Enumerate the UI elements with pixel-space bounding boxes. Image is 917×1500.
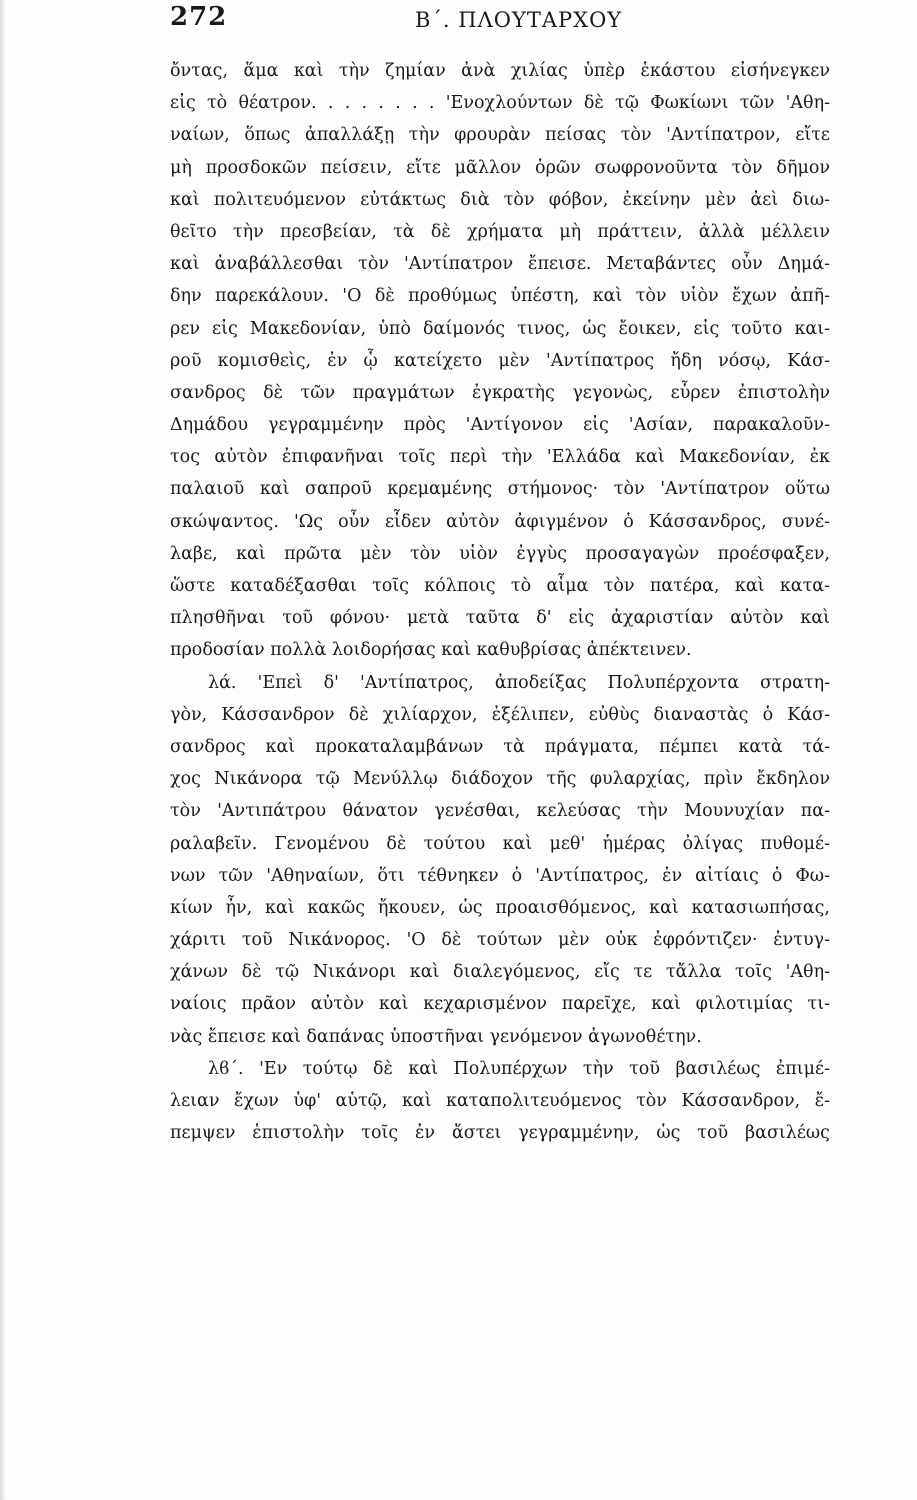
text-line: εἰς τὸ θέατρον. . . . . . . . 'Ενοχλούντων δὲ τῷ Φωκίωνι τῶν 'Αθη-	[170, 93, 830, 114]
text-line: χάνων δὲ τῷ Νικάνορι καὶ διαλεγόμενος, εἴς τε τἄλλα τοῖς 'Αθη-	[170, 962, 830, 983]
section-31-start-line: λά. 'Επεὶ δ' 'Αντίπατρος, ἀποδείξας Πολυπέρχοντα στρατη-	[208, 672, 830, 693]
page-edge-shadow	[0, 0, 6, 1500]
section-32-start-line: λϐ΄. 'Εν τούτῳ δὲ καὶ Πολυπέρχων τὴν τοῦ βασιλέως ἐπιμέ-	[208, 1058, 830, 1079]
text-line: σανδρος δὲ τῶν πραγμάτων ἐγκρατὴς γεγονὼς, εὗρεν ἐπιστολὴν	[170, 382, 830, 403]
text-line: σανδρος καὶ προκαταλαμβάνων τὰ πράγματα, πέμπει κατὰ τά-	[170, 736, 830, 757]
text-line: καὶ πολιτευόμενον εὐτάκτως διὰ τὸν φόβον, ἐκείνην μὲν ἀεὶ διω-	[170, 189, 830, 210]
page-number: 272	[170, 2, 228, 32]
text-line: μὴ προσδοκῶν πείσειν, εἴτε μᾶλλον ὁρῶν σωφρονοῦντα τὸν δῆμον	[170, 157, 830, 178]
text-line: παλαιοῦ καὶ σαπροῦ κρεμαμένης στήμονος· τὸν 'Αντίπατρον οὕτω	[170, 479, 830, 500]
text-line: λαβε, καὶ πρῶτα μὲν τὸν υἱὸν ἐγγὺς προσαγαγὼν προέσφαξεν,	[170, 543, 830, 564]
text-line: χος Νικάνορα τῷ Μενύλλῳ διάδοχον τῆς φυλαρχίας, πρὶν ἔκδηλον	[170, 769, 830, 790]
text-line: ρεν εἰς Μακεδονίαν, ὑπὸ δαίμονός τινος, ὡς ἔοικεν, εἰς τοῦτο και-	[170, 318, 830, 339]
text-line: πλησθῆναι τοῦ φόνου· μετὰ ταῦτα δ' εἰς ἀχαριστίαν αὐτὸν καὶ	[170, 608, 830, 629]
text-line: λειαν ἔχων ὑφ' αὑτῷ, καὶ καταπολιτευόμενος τὸν Κάσσανδρον, ἔ-	[170, 1091, 830, 1111]
text-line: νων τῶν 'Αθηναίων, ὅτι τέθνηκεν ὁ 'Αντίπατρος, ἐν αἰτίαις ὁ Φω-	[170, 865, 830, 886]
text-line: χάριτι τοῦ Νικάνορος. 'Ο δὲ τούτων μὲν οὐκ ἐφρόντιζεν· ἐντυγ-	[170, 930, 830, 951]
text-line: δην παρεκάλουν. 'Ο δὲ προθύμως ὑπέστη, καὶ τὸν υἱὸν ἔχων ἀπῆ-	[170, 286, 830, 307]
text-line: ραλαβεῖν. Γενομένου δὲ τούτου καὶ μεθ' ἡμέρας ὀλίγας πυθομέ-	[170, 833, 830, 854]
text-line: ναίοις πρᾶον αὐτὸν καὶ κεχαρισμένον παρεῖχε, καὶ φιλοτιμίας τι-	[170, 994, 830, 1015]
text-line: καὶ ἀναβάλλεσθαι τὸν 'Αντίπατρον ἔπεισε. Μεταβάντες οὖν Δημά-	[170, 254, 830, 275]
text-line: τος αὐτὸν ἐπιφανῆναι τοῖς περὶ τὴν 'Ελλάδα καὶ Μακεδονίαν, ἐκ	[170, 447, 830, 468]
running-head: Β΄. ΠΛΟΥΤΑΡΧΟΥ	[415, 8, 623, 32]
text-line: ὄντας, ἅμα καὶ τὴν ζημίαν ἀνὰ χιλίας ὑπὲρ ἑκάστου εἰσήνεγκεν	[170, 61, 830, 81]
paragraph-end-line: νὰς ἔπεισε καὶ δαπάνας ὑποστῆναι γενόμενον ἀγωνοθέτην.	[170, 1026, 702, 1047]
body-text	[170, 55, 830, 1149]
text-line: κίων ἦν, καὶ κακῶς ἤκουεν, ὡς προαισθόμενος, καὶ κατασιωπήσας,	[170, 897, 830, 918]
text-line: Δημάδου γεγραμμένην πρὸς 'Αντίγονον εἰς 'Ασίαν, παρακαλοῦν-	[170, 415, 830, 436]
text-line: γὸν, Κάσσανδρον δὲ χιλίαρχον, ἐξέλιπεν, εὐθὺς διαναστὰς ὁ Κάσ-	[170, 704, 830, 725]
text-line: ναίων, ὅπως ἀπαλλάξῃ τὴν φρουρὰν πείσας τὸν 'Αντίπατρον, εἴτε	[170, 125, 830, 146]
text-line: πεμψεν ἐπιστολὴν τοῖς ἐν ἄστει γεγραμμένην, ὡς τοῦ βασιλέως	[170, 1123, 830, 1144]
text-line: σκώψαντος. 'Ως οὖν εἶδεν αὐτὸν ἀφιγμένον ὁ Κάσσανδρος, συνέ-	[170, 511, 830, 532]
text-line: ροῦ κομισθεὶς, ἐν ᾧ κατείχετο μὲν 'Αντίπατρος ἤδη νόσῳ, Κάσ-	[170, 350, 830, 371]
text-line: τὸν 'Αντιπάτρου θάνατον γενέσθαι, κελεύσας τὴν Μουνυχίαν πα-	[170, 801, 830, 822]
paragraph-end-line: προδοσίαν πολλὰ λοιδορήσας καὶ καθυβρίσας ἀπέκτεινεν.	[170, 640, 692, 661]
text-line: ὥστε καταδέξασθαι τοῖς κόλποις τὸ αἷμα τὸν πατέρα, καὶ κατα-	[170, 576, 830, 596]
text-line: θεῖτο τὴν πρεσβείαν, τὰ δὲ χρήματα μὴ πράττειν, ἀλλὰ μέλλειν	[170, 221, 830, 242]
